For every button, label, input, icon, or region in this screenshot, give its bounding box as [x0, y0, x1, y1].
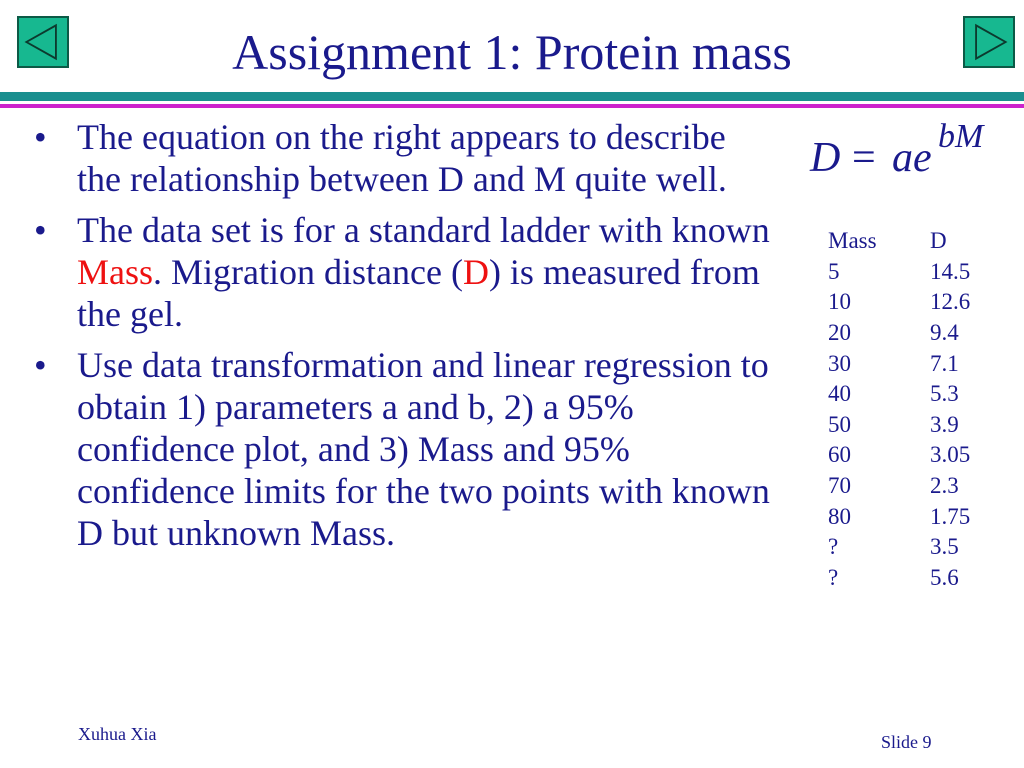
- triangle-right-icon: [965, 18, 1013, 66]
- d-cell: 5.3: [930, 381, 959, 407]
- equation-lhs: D: [810, 135, 841, 181]
- table-header-row: [828, 226, 990, 257]
- data-table: [828, 226, 990, 593]
- bullet-dot: •: [34, 117, 47, 157]
- highlight-mass: Mass: [77, 252, 154, 292]
- title-rule-teal: [0, 92, 1024, 101]
- d-cell: 14.5: [930, 258, 971, 284]
- table-row: [828, 348, 990, 379]
- table-row: [828, 471, 990, 502]
- table-row: [828, 257, 990, 288]
- bullet-text: The equation on the right appears to describe the relationship between D and M quite well.: [77, 117, 727, 199]
- mass-cell: 80: [828, 503, 851, 529]
- bullet-dot: •: [34, 210, 47, 250]
- equation-exponent: bM: [938, 118, 984, 155]
- bullet-item: [28, 209, 773, 335]
- table-row: [828, 563, 990, 594]
- d-cell: 9.4: [930, 320, 959, 346]
- table-row: [828, 440, 990, 471]
- d-cell: 3.05: [930, 442, 971, 468]
- bullet-text-part: The data set is for a standard ladder with known: [77, 210, 770, 250]
- bullet-text-part: . Migration distance (: [153, 252, 463, 292]
- bullet-list: [28, 116, 773, 563]
- d-cell: 12.6: [930, 289, 971, 315]
- mass-cell: 50: [828, 411, 851, 437]
- d-cell: 1.75: [930, 503, 971, 529]
- bullet-item: [28, 116, 773, 200]
- bullet-dot: •: [34, 345, 47, 385]
- d-cell: 2.3: [930, 473, 959, 499]
- column-header-d: D: [930, 228, 947, 254]
- table-row: [828, 379, 990, 410]
- highlight-d: D: [462, 252, 489, 292]
- mass-cell: 5: [828, 258, 840, 284]
- bullet-text-part: ) is measured from the gel.: [77, 252, 760, 334]
- slide-title: Assignment 1: Protein mass: [232, 24, 792, 80]
- table-row: [828, 287, 990, 318]
- footer-author: Xuhua Xia: [78, 724, 157, 744]
- d-cell: 3.5: [930, 534, 959, 560]
- next-slide-button[interactable]: [963, 16, 1015, 68]
- table-row: [828, 318, 990, 349]
- equation-equals: =: [852, 135, 876, 181]
- column-header-mass: Mass: [828, 228, 877, 254]
- mass-cell: 10: [828, 289, 851, 315]
- title-rule-magenta: [0, 104, 1024, 108]
- table-row: [828, 410, 990, 441]
- mass-cell: 30: [828, 350, 851, 376]
- table-row: [828, 532, 990, 563]
- d-cell: 5.6: [930, 564, 959, 590]
- bullet-text: Use data transformation and linear regression to obtain 1) parameters a and b, 2) a 95% confidence plot, and 3) Mass and 95% confidence limits for the two points with known D but unknown Mass.: [77, 345, 770, 553]
- mass-cell: ?: [828, 564, 839, 590]
- slide-number: Slide 9: [881, 732, 932, 752]
- bullet-item: [28, 344, 773, 554]
- d-cell: 3.9: [930, 411, 959, 437]
- table-row: [828, 501, 990, 532]
- mass-cell: 20: [828, 320, 851, 346]
- mass-cell: 70: [828, 473, 851, 499]
- mass-cell: ?: [828, 534, 839, 560]
- mass-cell: 60: [828, 442, 851, 468]
- mass-cell: 40: [828, 381, 851, 407]
- equation-base: ae: [892, 135, 932, 181]
- d-cell: 7.1: [930, 350, 959, 376]
